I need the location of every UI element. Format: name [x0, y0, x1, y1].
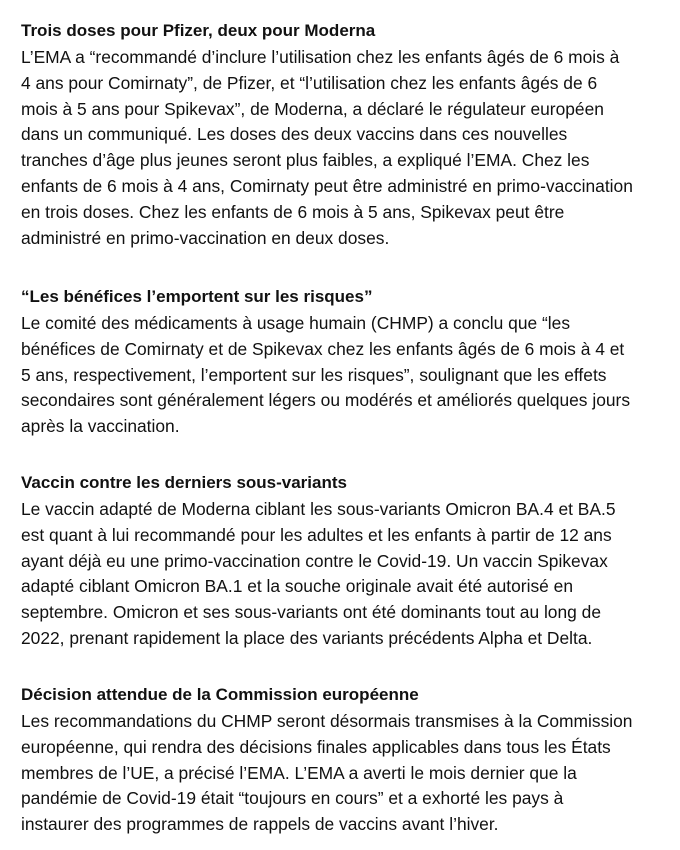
section-heading: Vaccin contre les derniers sous-variants	[21, 473, 347, 492]
section-pfizer-moderna-doses	[21, 18, 671, 251]
section-heading: Décision attendue de la Commission européenne	[21, 685, 419, 704]
section-heading: “Les bénéfices l’emportent sur les risques”	[21, 287, 373, 306]
section-paragraph: Les recommandations du CHMP seront désormais transmises à la Commission européenne, qui rendra des décisions finales applicables dans tous les États membres de l’UE, a précisé l’EMA. L’EMA a averti le mois dernier que la pandémie de Covid-19 était “toujours en cours” et a exhorté les pays à instaurer des programmes de rappels de vaccins avant l’hiver.	[21, 711, 633, 835]
section-heading: Trois doses pour Pfizer, deux pour Moderna	[21, 21, 376, 40]
section-subvariants-vaccine	[21, 470, 671, 652]
section-paragraph: L’EMA a “recommandé d’inclure l’utilisation chez les enfants âgés de 6 mois à 4 ans pour Comirnaty”, de Pfizer, et “l’utilisation chez les enfants âgés de 6 mois à 5 ans pour Spikevax”, de Moderna, a déclaré le régulateur européen dans un communiqué. Les doses des deux vaccins dans ces nouvelles tranches d’âge plus jeunes seront plus faibles, a expliqué l’EMA. Chez les enfants de 6 mois à 4 ans, Comirnaty peut être administré en primo-vaccination en trois doses. Chez les enfants de 6 mois à 5 ans, Spikevax peut être administré en primo-vaccination en deux doses.	[21, 47, 633, 248]
article-body	[21, 18, 671, 835]
section-paragraph: Le comité des médicaments à usage humain (CHMP) a conclu que “les bénéfices de Comirnaty et de Spikevax chez les enfants âgés de 6 mois à 4 et 5 ans, respectivement, l’emportent sur les risques”, soulignant que les effets secondaires sont généralement légers ou modérés et améliorés quelques jours après la vaccination.	[21, 313, 631, 437]
section-commission-decision	[21, 682, 671, 838]
section-benefits-risks	[21, 284, 671, 440]
section-paragraph: Le vaccin adapté de Moderna ciblant les sous-variants Omicron BA.4 et BA.5 est quant à lui recommandé pour les adultes et les enfants à partir de 12 ans ayant déjà eu une primo-vaccination contre le Covid-19. Un vaccin Spikevax adapté ciblant Omicron BA.1 et la souche originale avait été autorisé en septembre. Omicron et ses sous-variants ont été dominants tout au long de 2022, prenant rapidement la place des variants précédents Alpha et Delta.	[21, 499, 616, 648]
